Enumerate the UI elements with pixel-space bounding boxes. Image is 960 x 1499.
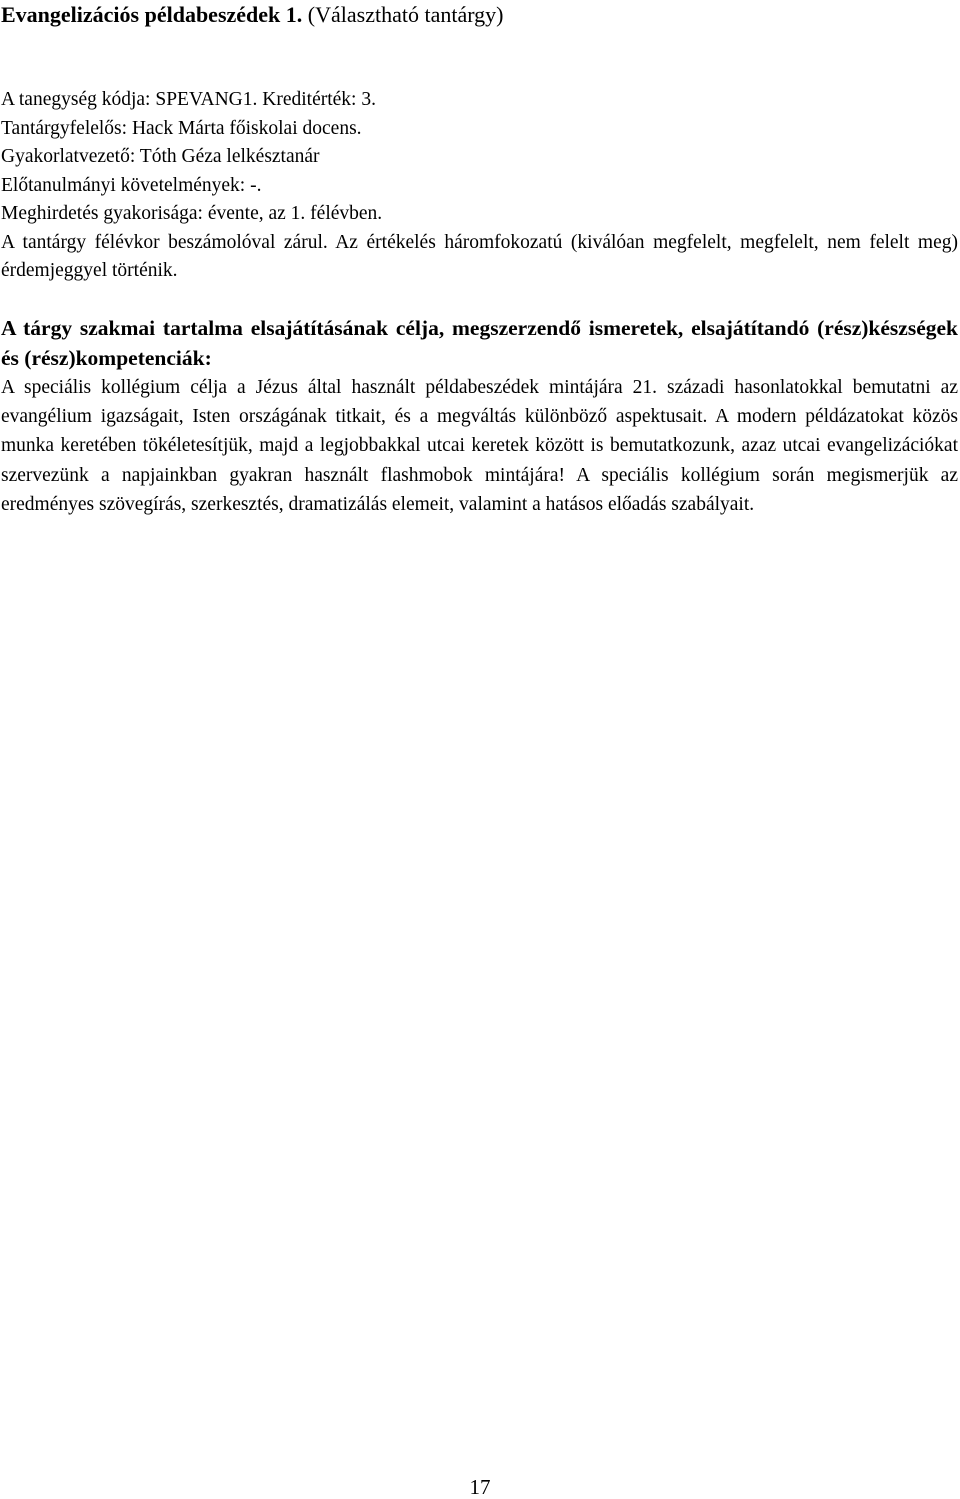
- course-type: (Választható tantárgy): [307, 2, 504, 27]
- document-title: [1, 2, 503, 28]
- course-code-credits: A tanegység kódja: SPEVANG1. Kreditérték: 3.: [1, 89, 376, 110]
- section-heading: A tárgy szakmai tartalma elsajátításának célja, megszerzendő ismeretek, elsajátítandó (rész)készségek és (rész)kompetenciák:: [1, 316, 958, 370]
- practice-leader: Gyakorlatvezető: Tóth Géza lelkésztanár: [1, 146, 320, 167]
- course-responsible: Tantárgyfelelős: Hack Márta főiskolai docens.: [1, 117, 362, 139]
- section-body: A speciális kollégium célja a Jézus által használt példabeszédek mintájára 21. századi hasonlatokkal bemutatni az evangélium igazságait, Isten országának titkait, és a megváltás különböző aspektusait. A modern példázatokat közös munka keretében tökéletesítjük, majd a legjobbakkal utcai keretek között is bemutatkozunk, azaz utcai evangelizációkat szervezünk a napjainkban gyakran használt flashmobok mintájára! A speciális kollégium során megismerjük az eredményes szövegírás, szerkesztés, dramatizálás elemeit, valamint a hatásos előadás szabályait.: [1, 377, 958, 515]
- announcement-frequency: Meghirdetés gyakorisága: évente, az 1. félévben.: [1, 203, 383, 224]
- prerequisites: Előtanulmányi követelmények: -.: [1, 174, 262, 196]
- course-content-section: [1, 314, 958, 519]
- page-number: 17: [469, 1475, 491, 1499]
- course-meta: [1, 86, 958, 286]
- course-title: Evangelizációs példabeszédek 1.: [1, 2, 303, 27]
- assessment-info: A tantárgy félévkor beszámolóval zárul. Az értékelés háromfokozatú (kiválóan megfelelt, megfelelt, nem felelt meg) érdemjeggyel történik.: [1, 231, 958, 281]
